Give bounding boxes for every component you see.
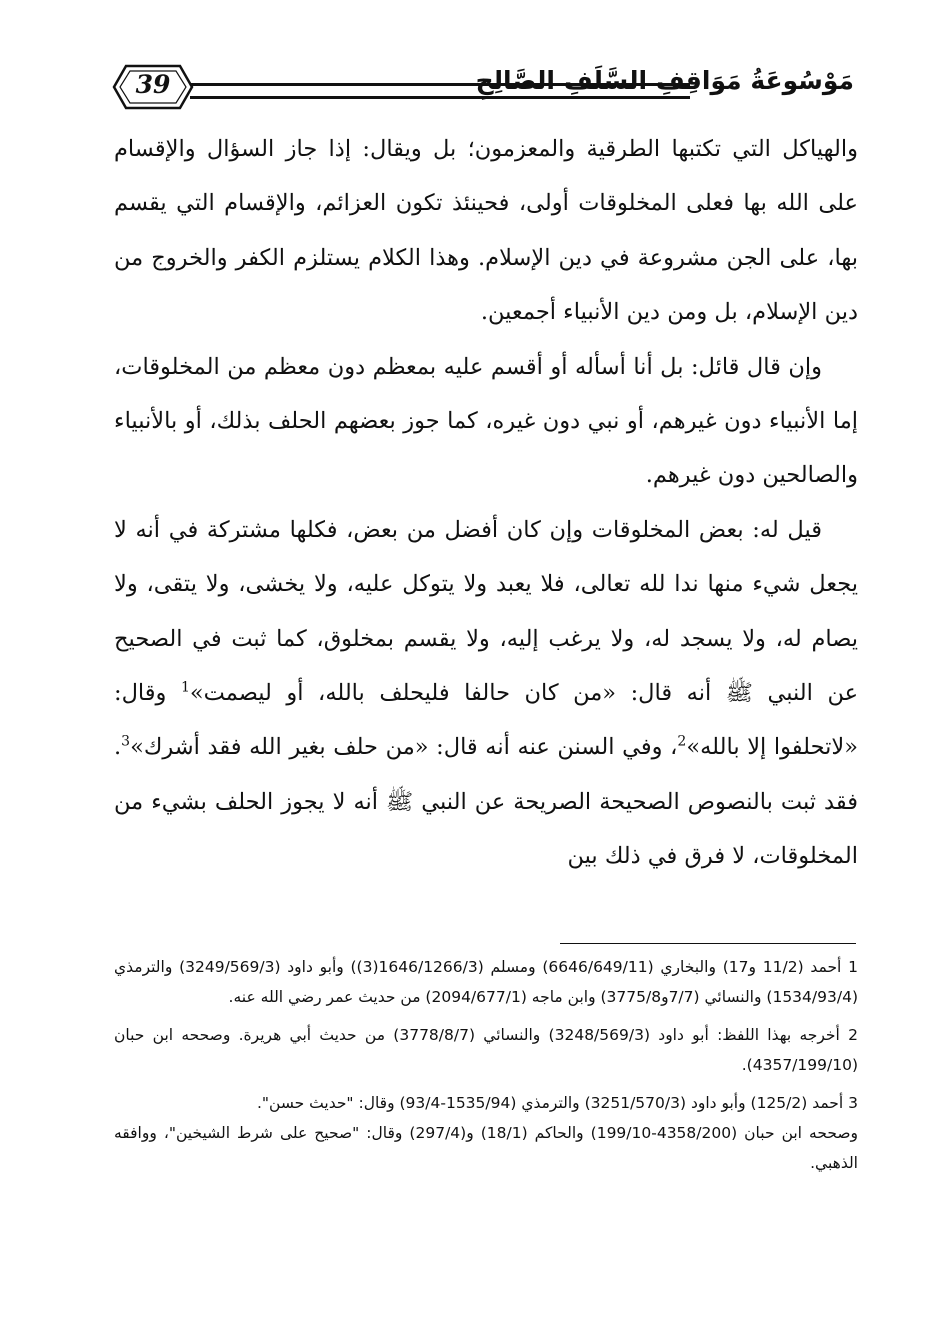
- paragraph-2: وإن قال قائل: بل أنا أسأله أو أقسم عليه بمعظم دون معظم من المخلوقات، إما الأنبياء دون غيرهم، أو نبي دون غيره، كما جوز بعضهم الحلف بذلك، أو بالأنبياء والصالحين دون غيرهم.: [114, 353, 858, 489]
- footnote-ref-3: 3: [121, 733, 131, 750]
- page-number-frame: [112, 62, 194, 112]
- footnote-2: 2 أخرجه بهذا اللفظ: أبو داود (3248/569/3) والنسائي (3778/8/7) من حديث أبي هريرة. وصححه ابن حبان (4357/199/10).: [114, 1026, 858, 1074]
- footnote-3: 3 أحمد (125/2) وأبو داود (3251/570/3) والترمذي (1535/94-93/4) وقال: "حديث حسن".: [256, 1094, 858, 1112]
- paragraph-3: [114, 503, 858, 884]
- paragraph-3-part-d: . فقد ثبت بالنصوص الصحيحة الصريحة عن النبي ﷺ أنه لا يجوز الحلف بشيء من المخلوقات، لا فرق في ذلك بين: [114, 734, 858, 870]
- paragraph-3-part-b: وقال: «لاتحلفوا إلا بالله»: [114, 680, 859, 761]
- main-text: [114, 122, 858, 884]
- footnote-separator: [560, 943, 856, 944]
- paragraph-3-part-a: قيل له: بعض المخلوقات وإن كان أفضل من بعض، فكلها مشتركة في أنه لا يجعل شيء منها ندا لله تعالى، فلا يعبد ولا يتوكل عليه، ولا يخشى، ولا يتقى، ولا يصام له، ولا يسجد له، ولا يرغب إليه، ولا يقسم بمخلوق، كما ثبت في الصحيح عن النبي ﷺ أنه قال: «من كان حالفا فليحلف بالله، أو ليصمت»: [114, 516, 858, 707]
- page-number: 39: [135, 70, 171, 99]
- footnote-3-continued: وصححه ابن حبان (4358/200-199/10) والحاكم (18/1) و(297/4) وقال: "صحيح على شرط الشيخين"، ووافقه الذهبي.: [114, 1124, 858, 1172]
- page-header: [112, 62, 854, 116]
- footnote-ref-2: 2: [677, 733, 687, 750]
- footnotes: [114, 952, 858, 1178]
- book-title: مَوْسُوعَةُ مَوَاقِفِ السَّلَفِ الصَّالِحِ: [475, 66, 854, 95]
- footnote-1: 1 أحمد (11/2 و17) والبخاري (6646/649/11) ومسلم (1646/1266/3(3)) وأبو داود (3249/569/3) والترمذي (1534/93/4) والنسائي (7/7و3775/8) وابن ماجه (2094/677/1) من حديث عمر رضي الله عنه.: [114, 958, 858, 1006]
- footnote-ref-1: 1: [180, 679, 190, 696]
- paragraph-3-part-c: ، وفي السنن عنه أنه قال: «من حلف بغير الله فقد أشرك»: [130, 734, 678, 761]
- paragraph-1: والهياكل التي تكتبها الطرقية والمعزمون؛ بل ويقال: إذا جاز السؤال والإقسام على الله بها فعلى المخلوقات أولى، فحينئذ تكون العزائم، والإقسام التي يقسم بها، على الجن مشروعة في دين الإسلام. وهذا الكلام يستلزم الكفر والخروج من دين الإسلام، بل ومن دين الأنبياء أجمعين.: [114, 136, 858, 326]
